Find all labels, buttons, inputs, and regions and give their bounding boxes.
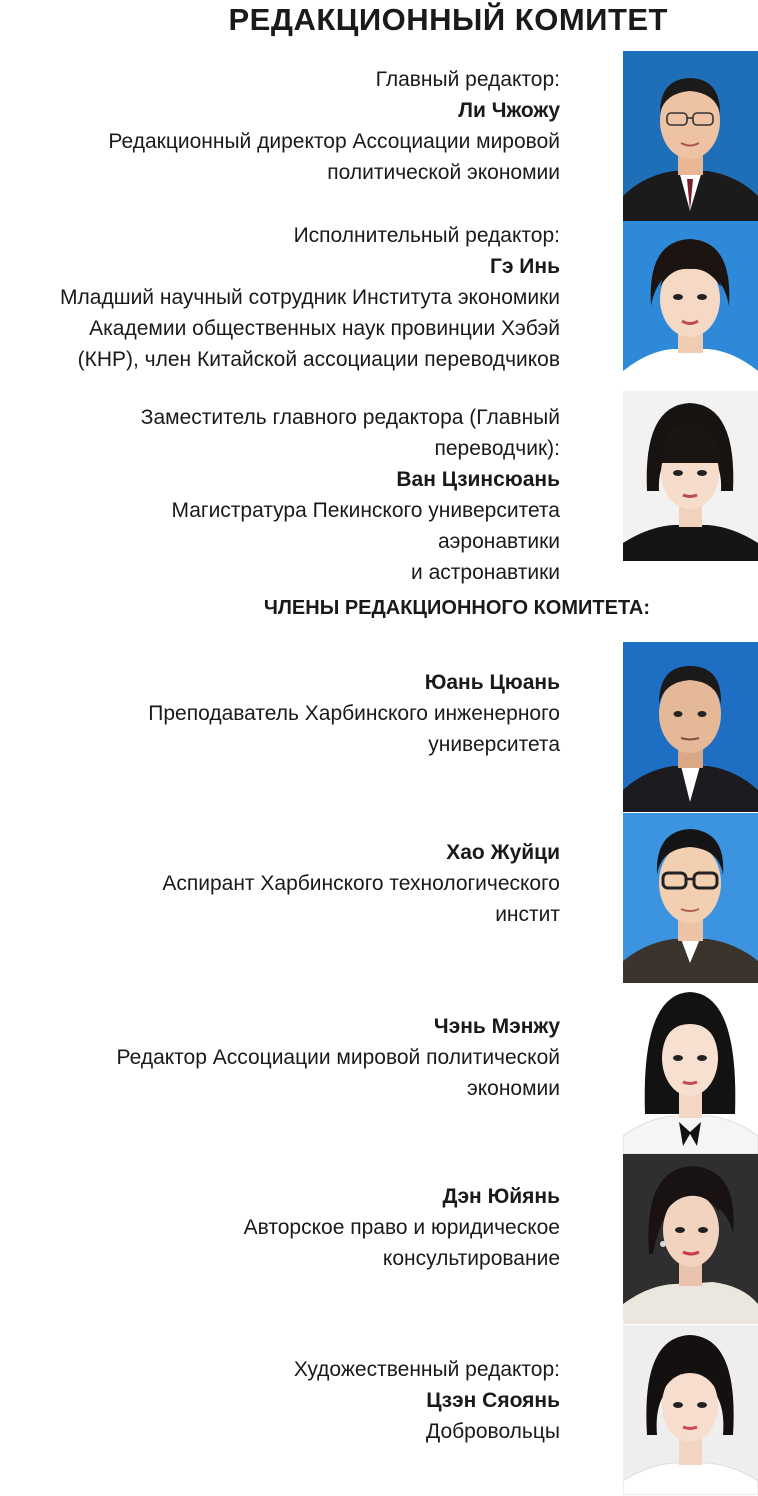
portrait-woman-icon <box>623 221 758 391</box>
member-description: Редактор Ассоциации мировой политической <box>116 1046 560 1069</box>
portrait-man-glasses-icon <box>623 813 758 983</box>
portrait-man-icon <box>623 642 758 812</box>
portrait-man-glasses-icon <box>623 51 758 221</box>
member-name: Юань Цюань <box>424 671 560 694</box>
member-info-deng-yuyan <box>0 1181 560 1274</box>
member-name: Цзэн Сяоянь <box>426 1389 560 1412</box>
portrait-photo <box>623 642 758 812</box>
member-description: Младший научный сотрудник Института экономики <box>60 286 560 309</box>
member-info-ge-yin <box>0 220 560 375</box>
member-description: политической экономии <box>327 161 560 184</box>
member-description: Авторское право и юридическое <box>243 1216 560 1239</box>
member-info-yuan-quan <box>0 667 560 760</box>
portrait-woman-icon <box>623 984 758 1154</box>
member-role: Главный редактор: <box>375 68 560 91</box>
portrait-woman-short-hair-icon <box>623 1325 758 1495</box>
portrait-photo <box>623 51 758 221</box>
member-name: Дэн Юйянь <box>442 1185 560 1208</box>
member-description: Аспирант Харбинского технологического <box>162 872 560 895</box>
portrait-photo <box>623 1325 758 1495</box>
member-description: Академии общественных наук провинции Хэбэй <box>89 317 560 340</box>
member-name: Хао Жуйци <box>446 841 560 864</box>
member-info-zeng-xiaoyan <box>0 1354 560 1447</box>
members-heading: ЧЛЕНЫ РЕДАКЦИОННОГО КОМИТЕТА: <box>263 597 650 619</box>
member-info-li-zhuozhu <box>0 64 560 188</box>
member-description: аэронавтики <box>438 530 560 553</box>
member-description: экономии <box>467 1077 560 1100</box>
member-role: Заместитель главного редактора (Главный <box>140 406 560 429</box>
member-name: Ван Цзинсюань <box>396 468 560 491</box>
member-description: консультирование <box>382 1247 560 1270</box>
portrait-photo <box>623 391 758 561</box>
member-role: Исполнительный редактор: <box>293 224 560 247</box>
portrait-woman-bangs-icon <box>623 391 758 561</box>
member-name: Ли Чжожу <box>458 99 560 122</box>
member-info-hao-ruiqi <box>0 837 560 930</box>
portrait-woman-icon <box>623 1154 758 1324</box>
member-description: Магистратура Пекинского университета <box>171 499 560 522</box>
portrait-photo <box>623 221 758 391</box>
member-description: Преподаватель Харбинского инженерного <box>148 702 560 725</box>
portrait-photo <box>623 1154 758 1324</box>
member-description: инстит <box>495 903 560 926</box>
portrait-photo <box>623 813 758 983</box>
member-name: Чэнь Мэнжу <box>433 1015 560 1038</box>
member-info-wang-jingxuan <box>0 402 560 588</box>
member-description: и астронавтики <box>411 561 560 584</box>
member-name: Гэ Инь <box>489 255 560 278</box>
member-role: переводчик): <box>434 437 560 460</box>
portrait-photo <box>623 984 758 1154</box>
member-role: Художественный редактор: <box>293 1358 560 1381</box>
member-description: Редакционный директор Ассоциации мировой <box>108 130 560 153</box>
member-info-chen-mengru <box>0 1011 560 1104</box>
member-description: университета <box>428 733 560 756</box>
member-description: Добровольцы <box>426 1420 560 1443</box>
member-description: (КНР), член Китайской ассоциации переводчиков <box>77 348 560 371</box>
page-title: РЕДАКЦИОННЫЙ КОМИТЕТ <box>228 2 668 37</box>
